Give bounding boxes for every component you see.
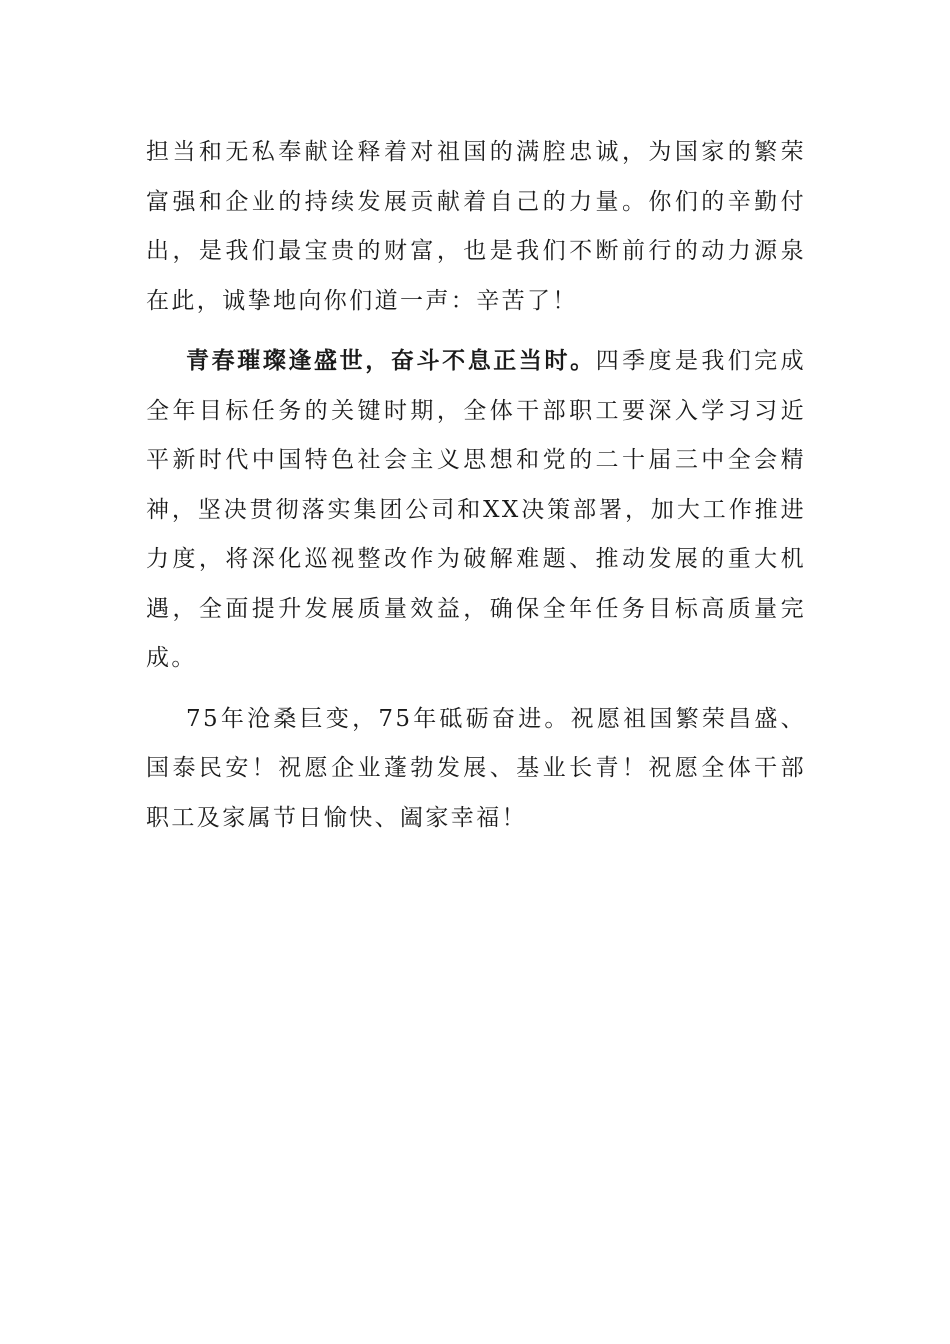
paragraph-lead-bold: 青春璀璨逢盛世，奋斗不息正当时。 [186, 348, 596, 374]
paragraph-text: 担当和无私奉献诠释着对祖国的满腔忠诚，为国家的繁荣富强和企业的持续发展贡献着自己的力量。你们的辛勤付出，是我们最宝贵的财富，也是我们不断前行的动力源泉在此，诚挚地向你们道一声：辛苦了！ [146, 139, 806, 314]
paragraph-fourth-quarter [146, 337, 806, 684]
document-body [146, 128, 806, 854]
paragraph-gratitude [146, 128, 806, 326]
paragraph-text: 四季度是我们完成全年目标任务的关键时期，全体干部职工要深入学习习近平新时代中国特色社会主义思想和党的二十届三中全会精神，坚决贯彻落实集团公司和XX决策部署，加大工作推进力度，将深化巡视整改作为破解难题、推动发展的重大机遇，全面提升发展质量效益，确保全年任务目标高质量完成。 [146, 348, 806, 671]
paragraph-blessing [146, 695, 806, 844]
paragraph-text: 75年沧桑巨变，75年砥砺奋进。祝愿祖国繁荣昌盛、国泰民安！祝愿企业蓬勃发展、基业长青！祝愿全体干部职工及家属节日愉快、阖家幸福！ [146, 705, 806, 831]
